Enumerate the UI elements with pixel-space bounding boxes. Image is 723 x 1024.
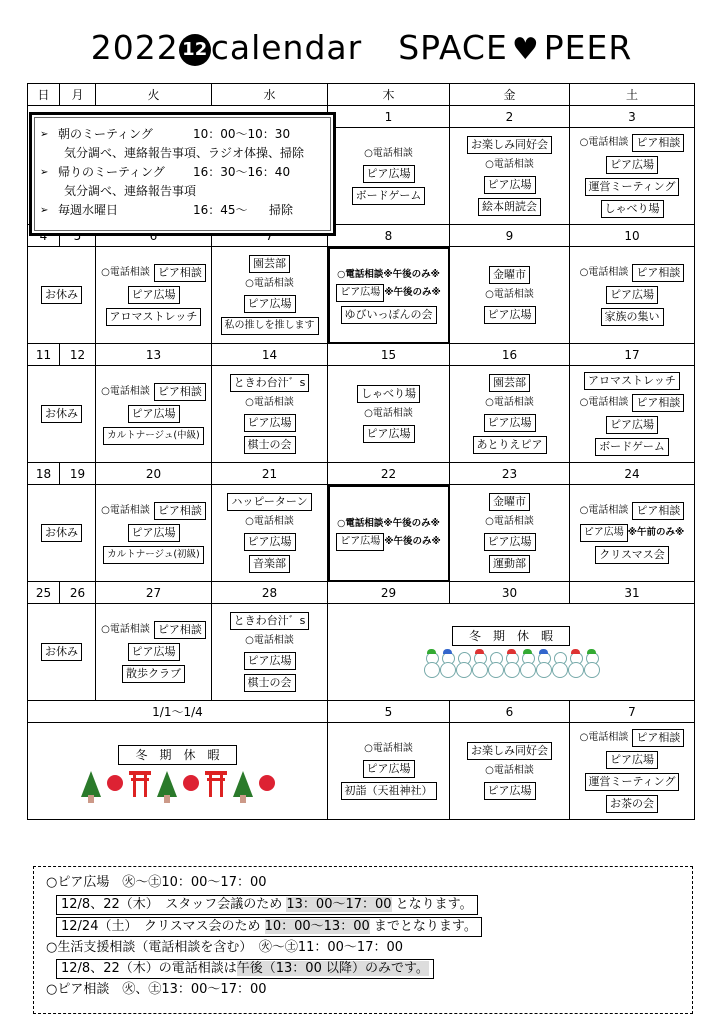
phone-consult: ○電話相談 — [579, 267, 629, 278]
event: アロマストレッチ — [584, 372, 680, 390]
notes-box — [33, 866, 693, 1014]
date-cell: 10 — [570, 225, 695, 247]
bullet-arrow-icon: ➢ — [40, 129, 49, 140]
date-cell: 22 — [328, 463, 450, 485]
date-cell: 9 — [450, 225, 570, 247]
event-peer-plaza: ピア広場 — [606, 751, 658, 769]
title-word: calendar — [210, 28, 363, 67]
event: 運動部 — [489, 555, 530, 573]
date-cell: 12 — [60, 344, 96, 366]
day-cell-thu — [328, 128, 450, 225]
date-cell: 28 — [212, 582, 328, 604]
event: ときわ台汁゛s — [230, 612, 310, 630]
info-sub: 気分調べ、連絡報告事項、ラジオ体操、掃除 — [64, 146, 305, 160]
note-line: ○生活支援相談（電話相談を含む） ㊋～㊏11：00～17：00 — [46, 939, 404, 955]
day-cell-wed — [212, 604, 328, 701]
day-cell-weekend — [28, 366, 96, 463]
date-cell: 25 — [28, 582, 60, 604]
event: 絵本朗読会 — [478, 198, 541, 216]
event: アロマストレッチ — [106, 308, 202, 326]
day-cell-fri — [450, 247, 570, 344]
info-label: 帰りのミーティング — [58, 165, 165, 179]
phone-consult: ○電話相談 — [245, 635, 294, 646]
phone-consult-pm-only: ○電話相談※午後のみ※ — [337, 518, 440, 529]
weekday-header — [28, 84, 695, 106]
date-cell: 15 — [328, 344, 450, 366]
phone-consult: ○電話相談 — [485, 516, 534, 527]
info-label: 朝のミーティング — [58, 127, 153, 141]
event-peer-plaza: ピア広場 — [606, 416, 658, 434]
page-title — [0, 28, 723, 67]
date-cell: 2 — [450, 106, 570, 128]
phone-consult: ○電話相談 — [485, 397, 534, 408]
winter-break-label: 冬 期 休 暇 — [452, 626, 570, 646]
info-time: 10：00～10：30 — [193, 127, 291, 141]
event: 運営ミーティング — [585, 773, 680, 791]
note-boxed: 12/24（土） クリスマス会のため 10：00～13：00 までとなります。 — [56, 917, 482, 937]
date-cell: 20 — [96, 463, 212, 485]
phone-consult: ○電話相談 — [485, 159, 534, 170]
snowman-decoration-icon — [424, 652, 598, 678]
rest-day: お休み — [41, 524, 82, 542]
info-time: 16：45～ — [193, 203, 248, 217]
event: ゆびいっぽんの会 — [341, 306, 437, 324]
week4-dates — [28, 463, 695, 485]
event-peer-plaza: ピア広場 — [580, 524, 628, 542]
phone-consult: ○電話相談 — [101, 386, 150, 397]
day-cell-fri — [450, 485, 570, 582]
event: ボードゲーム — [352, 187, 426, 205]
org-name-right: PEER — [543, 28, 633, 67]
event: 園芸部 — [489, 374, 530, 392]
winter-break-label: 冬 期 休 暇 — [118, 745, 236, 765]
day-cell-tue — [96, 604, 212, 701]
date-cell: 1 — [328, 106, 450, 128]
day-cell-thu — [328, 366, 450, 463]
info-task: 掃除 — [269, 203, 294, 217]
day-cell-thu — [328, 247, 450, 344]
day-cell-tue — [96, 247, 212, 344]
event-peer-talk: ピア相談 — [632, 729, 684, 747]
phone-consult: ○電話相談 — [579, 732, 629, 743]
rest-day: お休み — [41, 643, 82, 661]
day-cell-fri — [450, 723, 570, 820]
event: ボードゲーム — [595, 438, 669, 456]
event: 金曜市 — [489, 266, 530, 284]
day-cell-weekend — [28, 485, 96, 582]
phone-consult: ○電話相談 — [245, 397, 294, 408]
event: ハッピーターン — [227, 493, 311, 511]
day-cell-weekend — [28, 247, 96, 344]
weekday-mon: 月 — [60, 84, 96, 106]
heart-logo-icon: ♥ — [511, 32, 540, 67]
bullet-arrow-icon: ➢ — [40, 167, 49, 178]
date-cell: 3 — [570, 106, 695, 128]
date-cell: 23 — [450, 463, 570, 485]
note-line: ○ピア広場 ㊋～㊏10：00～17：00 — [46, 875, 267, 890]
event: 私の推しを推します — [221, 317, 319, 335]
event: 棋士の会 — [244, 436, 296, 454]
pm-only-note: ※午後のみ※ — [384, 287, 441, 298]
week2-events — [28, 247, 695, 344]
title-year: 2022 — [90, 28, 179, 67]
date-cell: 27 — [96, 582, 212, 604]
date-cell: 26 — [60, 582, 96, 604]
event: ときわ台汁゛s — [230, 374, 310, 392]
date-cell: 17 — [570, 344, 695, 366]
phone-consult: ○電話相談 — [579, 397, 629, 408]
date-cell: 8 — [328, 225, 450, 247]
date-cell: 14 — [212, 344, 328, 366]
phone-consult: ○電話相談 — [245, 516, 294, 527]
date-cell: 30 — [450, 582, 570, 604]
bullet-arrow-icon: ➢ — [40, 205, 49, 216]
phone-consult: ○電話相談 — [245, 278, 294, 289]
phone-consult: ○電話相談 — [485, 765, 534, 776]
event-peer-plaza: ピア広場 — [128, 524, 180, 542]
date-cell: 13 — [96, 344, 212, 366]
event: 棋士の会 — [244, 674, 296, 692]
event-peer-plaza: ピア広場 — [363, 760, 415, 778]
day-cell-sat — [570, 723, 695, 820]
event: お楽しみ同好会 — [467, 742, 552, 760]
week3-dates — [28, 344, 695, 366]
event: カルトナージュ(初級) — [103, 546, 204, 564]
week4-events — [28, 485, 695, 582]
week3-events — [28, 366, 695, 463]
event: 運営ミーティング — [585, 178, 680, 196]
event-peer-talk: ピア相談 — [154, 502, 206, 520]
note-line: ○ピア相談 ㊋、㊏13：00～17：00 — [46, 982, 267, 997]
day-cell-wed — [212, 485, 328, 582]
date-cell: 18 — [28, 463, 60, 485]
event-peer-plaza: ピア広場 — [128, 405, 180, 423]
event-peer-talk: ピア相談 — [154, 621, 206, 639]
event: 園芸部 — [249, 255, 290, 273]
day-cell-fri — [450, 128, 570, 225]
day-cell-sat — [570, 366, 695, 463]
note-boxed: 12/8、22（木）の電話相談は午後（13：00 以降）のみです。 — [56, 959, 434, 979]
date-cell: 7 — [570, 701, 695, 723]
event-peer-plaza: ピア広場 — [128, 286, 180, 304]
event: 散歩クラブ — [122, 665, 185, 683]
date-cell: 24 — [570, 463, 695, 485]
day-cell-sat — [570, 128, 695, 225]
event-peer-plaza: ピア広場 — [484, 414, 536, 432]
weekday-sun: 日 — [28, 84, 60, 106]
new-year-break-cell — [28, 723, 328, 820]
event: 初詣（天祖神社） — [341, 782, 437, 800]
day-cell-tue — [96, 485, 212, 582]
org-name-left: SPACE — [398, 28, 508, 67]
info-sub: 気分調べ、連絡報告事項 — [64, 184, 197, 198]
phone-consult: ○電話相談 — [579, 137, 629, 148]
event: しゃべり場 — [601, 200, 664, 218]
winter-break-cell — [328, 604, 695, 701]
date-cell: 21 — [212, 463, 328, 485]
event-peer-plaza: ピア広場 — [484, 306, 536, 324]
date-cell: 5 — [328, 701, 450, 723]
date-cell: 29 — [328, 582, 450, 604]
weekday-tue: 火 — [96, 84, 212, 106]
event: あとりえピア — [473, 436, 547, 454]
event-peer-plaza: ピア広場 — [484, 533, 536, 551]
event-peer-talk: ピア相談 — [632, 394, 684, 412]
event-peer-plaza: ピア広場 — [606, 156, 658, 174]
event-peer-plaza: ピア広場 — [484, 176, 536, 194]
weekday-sat: 土 — [570, 84, 695, 106]
month-badge: 12 — [179, 34, 211, 66]
info-label: 毎週水曜日 — [58, 203, 119, 217]
event: しゃべり場 — [357, 385, 420, 403]
phone-consult: ○電話相談 — [101, 624, 150, 635]
day-cell-thu — [328, 723, 450, 820]
event-peer-plaza: ピア広場 — [484, 782, 536, 800]
phone-consult: ○電話相談 — [579, 505, 629, 516]
new-year-range: 1/1～1/4 — [28, 701, 328, 723]
phone-consult: ○電話相談 — [485, 289, 534, 300]
event-peer-plaza: ピア広場 — [336, 284, 384, 302]
weekday-thu: 木 — [328, 84, 450, 106]
rest-day: お休み — [41, 286, 82, 304]
day-cell-weekend — [28, 604, 96, 701]
week6-events — [28, 723, 695, 820]
day-cell-sat — [570, 247, 695, 344]
weekday-fri: 金 — [450, 84, 570, 106]
event: クリスマス会 — [595, 546, 669, 564]
date-cell: 31 — [570, 582, 695, 604]
event-peer-plaza: ピア広場 — [128, 643, 180, 661]
event-peer-talk: ピア相談 — [632, 502, 684, 520]
event-peer-plaza: ピア広場 — [244, 533, 296, 551]
event: 金曜市 — [489, 493, 530, 511]
day-cell-fri — [450, 366, 570, 463]
day-cell-tue — [96, 366, 212, 463]
event: 家族の集い — [601, 308, 664, 326]
day-cell-wed — [212, 247, 328, 344]
phone-consult: ○電話相談 — [101, 505, 150, 516]
week5-dates — [28, 582, 695, 604]
date-cell: 11 — [28, 344, 60, 366]
event-peer-plaza: ピア広場 — [244, 652, 296, 670]
event-peer-plaza: ピア広場 — [363, 165, 415, 183]
meeting-info-box — [29, 112, 336, 236]
am-only-note: ※午前のみ※ — [627, 527, 685, 538]
event: カルトナージュ(中級) — [103, 427, 204, 445]
phone-consult-pm-only: ○電話相談※午後のみ※ — [337, 269, 440, 280]
week6-dates — [28, 701, 695, 723]
event-peer-plaza: ピア広場 — [244, 414, 296, 432]
new-year-decoration-icon — [81, 771, 275, 797]
event-peer-talk: ピア相談 — [632, 134, 684, 152]
date-cell: 19 — [60, 463, 96, 485]
note-boxed: 12/8、22（木） スタッフ会議のため 13：00～17：00 となります。 — [56, 895, 478, 915]
event: お茶の会 — [606, 795, 658, 813]
day-cell-thu — [328, 485, 450, 582]
week5-events — [28, 604, 695, 701]
info-time: 16：30～16：40 — [193, 165, 291, 179]
event-peer-plaza: ピア広場 — [606, 286, 658, 304]
phone-consult: ○電話相談 — [364, 408, 413, 419]
event: 音楽部 — [249, 555, 290, 573]
rest-day: お休み — [41, 405, 82, 423]
event-peer-plaza: ピア広場 — [336, 533, 384, 551]
day-cell-sat — [570, 485, 695, 582]
phone-consult: ○電話相談 — [101, 267, 150, 278]
event-peer-talk: ピア相談 — [154, 383, 206, 401]
date-cell: 6 — [450, 701, 570, 723]
phone-consult: ○電話相談 — [364, 148, 413, 159]
day-cell-wed — [212, 366, 328, 463]
date-cell: 16 — [450, 344, 570, 366]
weekday-wed: 水 — [212, 84, 328, 106]
event-peer-talk: ピア相談 — [632, 264, 684, 282]
event-peer-talk: ピア相談 — [154, 264, 206, 282]
event: お楽しみ同好会 — [467, 136, 552, 154]
phone-consult: ○電話相談 — [364, 743, 413, 754]
event-peer-plaza: ピア広場 — [363, 425, 415, 443]
event-peer-plaza: ピア広場 — [244, 295, 296, 313]
pm-only-note: ※午後のみ※ — [384, 536, 441, 547]
